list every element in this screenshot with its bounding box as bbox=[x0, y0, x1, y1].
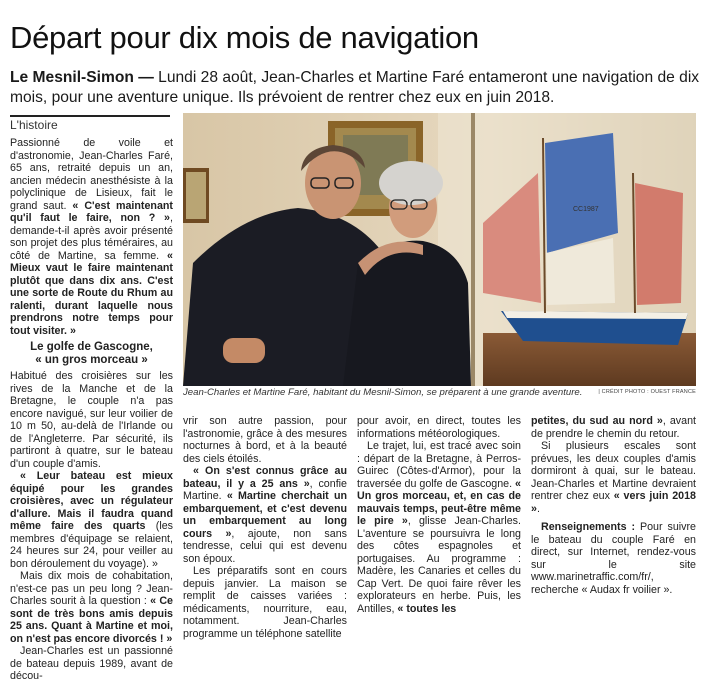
paragraph: Si plusieurs escales sont prévues, les deux couples d'amis dormiront à quai, sur le bateau. Jean-Charles et Martine devraient rentrer chez eux « vers juin 2018 ». bbox=[531, 440, 696, 515]
paragraph: Mais dix mois de cohabitation, n'est-ce pas un peu long ? Jean-Charles sourit à la question : « Ce sont de très bons amis depuis 25 ans. Quant à Martine et moi, on n'est pas encore divorcés ! » bbox=[10, 570, 174, 645]
paragraph: Passionné de voile et d'astronomie, Jean-Charles Faré, 65 ans, retraité depuis un an, ancien médecin anesthésiste à la polyclinique de Lisieux, fait le grand saut. « C'est maintenant qu'il faut le faire, non ? », demande-t-il après avoir présenté son projet des plus téméraires, au côté de Martine, sa femme. « Mieux vaut le faire maintenant plutôt que dans dix ans. C'est une sorte de Route du Rhum au ralenti, durant laquelle nous prendrons notre temps pour tout visiter. » bbox=[10, 137, 173, 337]
headline: Départ pour dix mois de navigation bbox=[10, 20, 479, 55]
sail-number: CC1987 bbox=[573, 206, 599, 213]
paragraph: pour avoir, en direct, toutes les informations météorologiques. bbox=[357, 415, 521, 440]
lead-place: Le Mesnil-Simon — bbox=[10, 69, 154, 86]
paragraph: petites, du sud au nord », avant de prendre le chemin du retour. bbox=[531, 415, 696, 440]
paragraph: « On s'est connus grâce au bateau, il y a 25 ans », confie Martine. « Martine cherchait un embarquement, et c'est devenu un embarquement au long cours », ajoute, non sans tendresse, celui qui est devenu son époux. bbox=[183, 465, 348, 565]
article-column-1 bbox=[10, 137, 173, 683]
paragraph: Le trajet, lui, est tracé avec soin : départ de la Bretagne, à Perros-Guirec (Côtes-d'Armor), pour la traversée du golfe de Gascogne. « Un gros morceau, et, en cas de mauvais temps, peut-être même le pire », glisse Jean-Charles. L'aventure se poursuivra le long des côtes espagnoles et portugaises. Au programme : Madère, les Canaries et celles du Cap Vert. De quoi faire rêver les explorateurs en herbe. Puis, les Antilles, « toutes les bbox=[357, 440, 521, 615]
article-column-3 bbox=[357, 415, 521, 615]
photo-illustration bbox=[183, 113, 696, 386]
photo-caption: Jean-Charles et Martine Faré, habitant du Mesnil-Simon, se préparent à une grande aventure. bbox=[183, 387, 583, 398]
paragraph: vrir son autre passion, pour l'astronomie, grâce à des mesures nocturnes à bord, et à la beauté des ciels étoilés. bbox=[183, 415, 347, 465]
article-column-4 bbox=[531, 415, 696, 596]
lead-text: Lundi 28 août, Jean-Charles et Martine Faré entameront une navigation de dix mois, pour une aventure unique. Ils prévoient de rentrer chez eux en juin 2018. bbox=[10, 69, 700, 106]
paragraph: « Leur bateau est mieux équipé pour les grandes croisières, avec un régulateur d'allure. Mais il faudra quand même faire des quarts (les membres d'équipage se relaient, 24 heures sur 24, pour veiller au bon déroulement du voyage). » bbox=[10, 470, 173, 570]
lead-paragraph bbox=[10, 68, 700, 107]
paragraph: Habitué des croisières sur les rives de la Manche et de la Bretagne, le couple n'a pas encore navigué, sur leur voilier de 10 m 50, au-delà de l'Irlande ou de l'Angleterre. Par sécurité, ils partiront à quatre, sur le bateau d'un couple d'amis. bbox=[10, 370, 173, 470]
photo-credit: | CRÉDIT PHOTO : OUEST FRANCE bbox=[598, 389, 696, 395]
subhead: Le golfe de Gascogne, « un gros morceau » bbox=[30, 341, 153, 366]
info-paragraph: Renseignements : Pour suivre le bateau du couple Faré en direct, sur Internet, rendez-vous sur le site www.marinetraffic.com/fr/, recherche « Audax fr voilier ». bbox=[531, 521, 696, 596]
paragraph: Jean-Charles est un passionné de bateau depuis 1989, avant de décou- bbox=[10, 645, 173, 682]
article-photo bbox=[183, 113, 696, 386]
kicker: L'histoire bbox=[10, 118, 58, 132]
kicker-rule bbox=[10, 115, 170, 117]
paragraph: Les préparatifs sont en cours depuis janvier. La maison se remplit de caisses variées : médicaments, nourriture, eau, notamment. Jean-Charles programme un téléphone satellite bbox=[183, 565, 347, 640]
article-column-2 bbox=[183, 415, 347, 640]
